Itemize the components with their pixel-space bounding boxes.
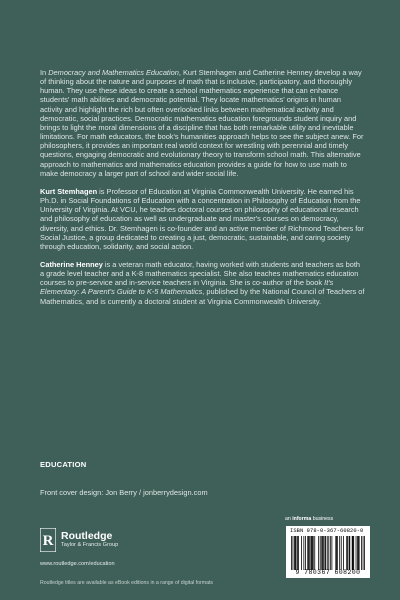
ebook-note: Routledge titles are available as eBook editions in a range of digital formats xyxy=(40,580,214,586)
barcode-bar xyxy=(311,536,312,570)
barcode-bar xyxy=(294,536,295,570)
barcode-bar xyxy=(313,536,314,570)
barcode-bar xyxy=(296,536,297,570)
barcode-bar xyxy=(309,536,310,570)
barcode-bar xyxy=(307,536,308,570)
barcode-bar xyxy=(314,536,315,570)
barcode-bar xyxy=(343,536,344,570)
informa-imprint xyxy=(285,516,333,522)
barcode-bar xyxy=(303,536,304,570)
barcode-bar xyxy=(363,536,364,570)
publisher-url: www.routledge.com/education xyxy=(40,561,115,567)
barcode-bar xyxy=(293,536,294,570)
barcode-bar xyxy=(308,536,309,570)
barcode-bar xyxy=(295,536,296,570)
imprint-brand: informa xyxy=(292,516,312,522)
barcode-bar xyxy=(353,536,354,570)
barcode-bar xyxy=(328,536,329,570)
author-bio-2 xyxy=(40,260,365,306)
description-text: , Kurt Stemhagen and Catherine Henney develop a way of thinking about the nature and purposes of math that is inclusive, participatory, and thoroughly human. They use these ideas to create a school mathematics experience that can enhance students' math abilities and democratic potential. They locate mathematics' origins in human activity and highlight the rich but often overlooked links between mathematical activity and democratic, social practices. Democratic mathematics education foregrounds student inquiry and brings to light the moral dimensions of a discipline that has both remarkable utility and inevitable limitations. For math educators, the book's humanities approach helps to see the subject anew. For philosophers, it provides an important real world context for wrestling with perennial and timely questions, engaging democratic and evolutionary theory to transform school math. This alternative approach to mathematics and mathematics education provides a guide for how to use math to make democracy a larger part of school and wider social life. xyxy=(40,68,364,178)
author-bio-text-2a: is a veteran math educator, having worked with students and teachers as both a grade level teacher and a K-8 mathematics specialist. She also teaches mathematics education courses to pre-service and in-service teachers in Virginia. She is co-author of the book xyxy=(40,259,361,288)
barcode-bar xyxy=(330,536,331,570)
description-paragraph xyxy=(40,68,365,178)
barcode-bar xyxy=(364,536,365,570)
barcode-bar xyxy=(335,536,336,570)
barcode-bar xyxy=(323,536,324,570)
barcode-bar xyxy=(301,536,302,570)
barcode-bar xyxy=(337,536,338,570)
author-book-title: It's Elementary: A Parent's Guide to K-5 Mathematics xyxy=(40,278,334,297)
author-bio-1 xyxy=(40,187,365,251)
barcode-bar xyxy=(325,536,326,570)
barcode-bar xyxy=(349,536,350,570)
barcode-bar xyxy=(356,536,357,570)
barcode-bar xyxy=(321,536,322,570)
logo-wordmark xyxy=(61,531,118,549)
barcode-bar xyxy=(322,536,323,570)
author-name-2: Catherine Henney xyxy=(40,259,103,269)
barcode-bar xyxy=(298,536,299,570)
barcode-bar xyxy=(320,536,321,570)
imprint-suffix: business xyxy=(311,516,334,522)
barcode-bar xyxy=(327,536,328,570)
publisher-group: Taylor & Francis Group xyxy=(61,542,119,548)
barcode-bar xyxy=(324,536,325,570)
barcode-bar xyxy=(297,536,298,570)
description-text-start: In xyxy=(40,68,49,77)
barcode-bar xyxy=(310,536,311,570)
author-name-1: Kurt Stemhagen xyxy=(40,186,98,196)
barcode-bar xyxy=(341,536,342,570)
svg-text:R: R xyxy=(42,533,54,549)
barcode-bar xyxy=(346,536,347,570)
cover-design-credit: Front cover design: Jon Berry / jonberrydesign.com xyxy=(40,488,208,497)
barcode-bar xyxy=(352,536,353,570)
subject-label: EDUCATION xyxy=(40,460,87,469)
imprint-prefix: an xyxy=(285,516,293,522)
barcode-bar xyxy=(359,536,360,570)
barcode-bar xyxy=(353,536,354,570)
author-bio-text-2b: , published by the National Council of Teachers of Mathematics, and is currently a doctoral student at Virginia Commonwealth University. xyxy=(40,287,365,306)
back-cover-text xyxy=(40,68,365,315)
routledge-mark-icon xyxy=(40,528,56,552)
barcode-bar xyxy=(305,536,306,570)
book-title: Democracy and Mathematics Education xyxy=(48,68,179,77)
barcode-bar xyxy=(361,536,362,570)
barcode-bar xyxy=(312,536,313,570)
author-bio-text-1: is Professor of Education at Virginia Commonwealth University. He earned his Ph.D. in Social Foundations of Education with a concentration in Philosophy of Education from the University of Virginia. At VCU, he teaches doctoral courses on philosophy of educational research and philosophy of education as well as undergraduate and master's courses on democracy, diversity, and ethics. Dr. Stemhagen is co-founder and an active member of Richmond Teachers for Social Justice, a group dedicated to creating a just, democratic, sustainable, and caring society through education, solidarity, and social action. xyxy=(40,186,364,251)
barcode-bar xyxy=(358,536,359,570)
barcode-bar xyxy=(318,536,319,570)
barcode-bars xyxy=(291,536,365,570)
barcode-digits: 9 780367 608200 xyxy=(295,569,361,576)
publisher-name: Routledge xyxy=(61,530,113,542)
barcode-bar xyxy=(349,536,350,570)
isbn-label: ISBN 978-0-367-60820-0 xyxy=(290,528,364,534)
barcode-bar xyxy=(291,536,292,570)
barcode-bar xyxy=(339,536,340,570)
barcode-bar xyxy=(347,536,348,570)
isbn-barcode xyxy=(286,526,370,578)
barcode-bar xyxy=(336,536,337,570)
routledge-logo xyxy=(40,527,152,553)
barcode-bar xyxy=(332,536,333,570)
barcode-bar xyxy=(357,536,358,570)
